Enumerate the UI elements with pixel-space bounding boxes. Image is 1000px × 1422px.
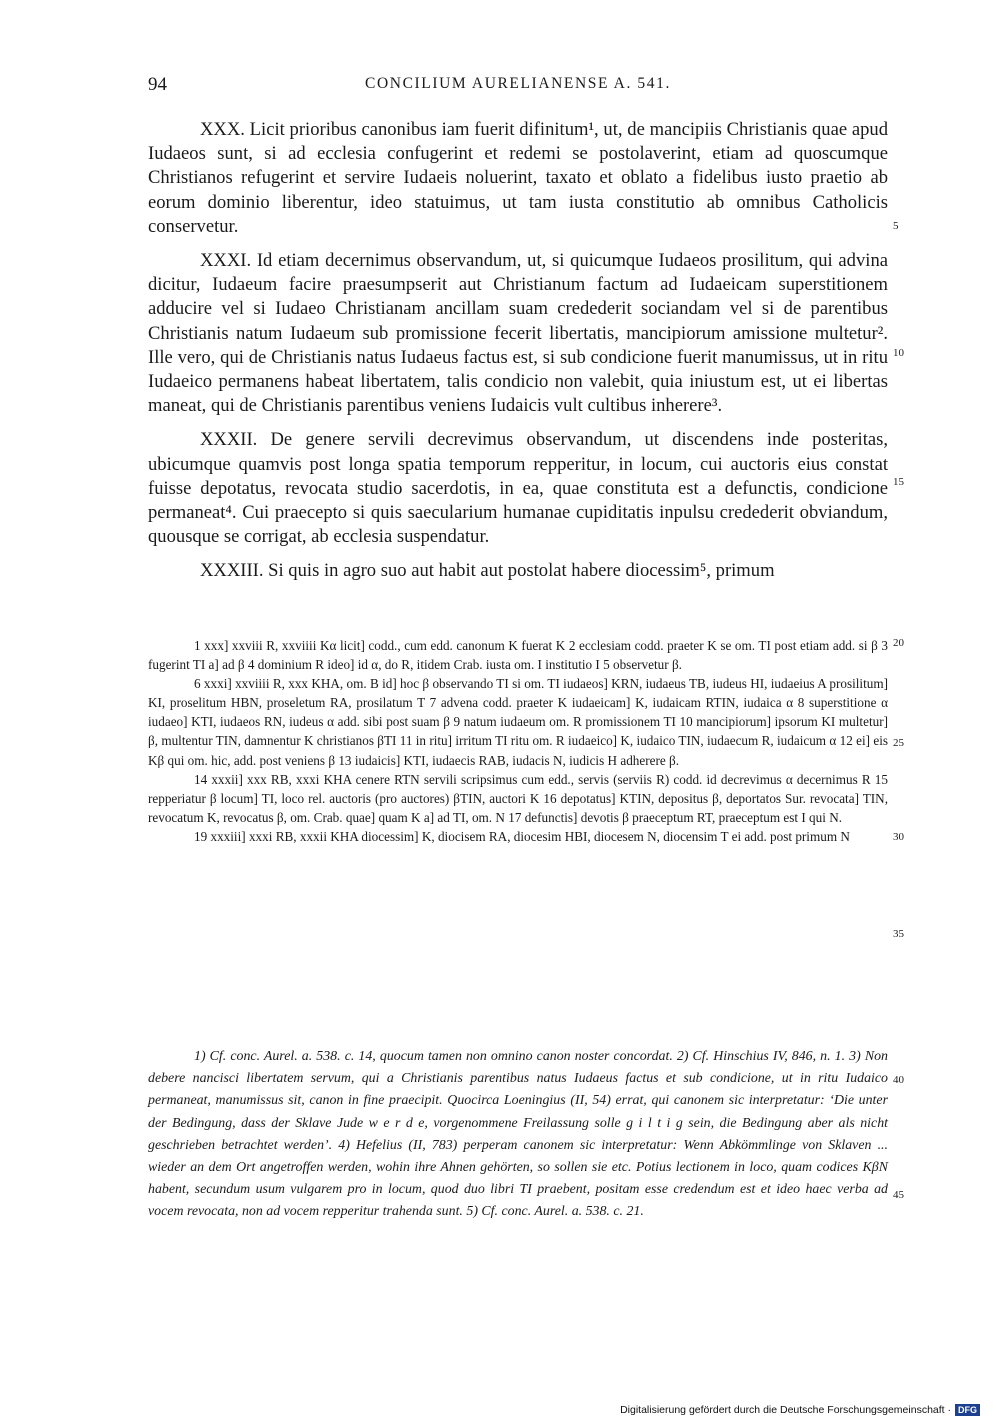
critical-apparatus xyxy=(148,636,888,846)
line-number: 25 xyxy=(893,737,904,749)
main-text xyxy=(148,118,888,594)
footnote-block: 1) Cf. conc. Aurel. a. 538. c. 14, quocum tamen non omnino canon noster concordat. 2) Cf. Hinschius IV, 846, n. 1. 3) Non debere nancisci libertatem servum, qui a Christianis parentibus natus Iudaeus factus et sub condicione, ut in ritu Iudaico permaneat, manumissus sit, canon in fine praecipit. Quocirca Loeningius (II, 54) errat, qui canonem sic interpretatur: ‘Die unter der Bedingung, dass der Sklave Jude w e r d e, vorgenommene Freilassung solle g i l t i g sein, die Bedingung aber als nicht geschrieben betrachtet werden’. 4) Hefelius (II, 783) perperam canonem sic interpretatur: Wenn Abkömmlinge von Sklaven ... wieder an dem Ort angetroffen werden, wohin ihre Ahnen gehörten, so sollen sie etc. Potius lectionem in loco, quam codices KβN habent, secundum usum vulgarem pro in locum, quod duo libri TI praebent, positam esse credendum est et ideo haec verba ad vocem revocata, non ad vocem repperitur trahenda sunt. 5) Cf. conc. Aurel. a. 538. c. 21. xyxy=(148,1049,888,1220)
dfg-logo: DFG xyxy=(955,1404,980,1416)
line-number: 45 xyxy=(893,1189,904,1201)
canon-xxxi-paragraph: XXXI. Id etiam decernimus observandum, ut, si quicumque Iudaeos prosilitum, qui advina dicitur, Iudaeum facire praesumpserit aut Christianum factum ad Iudaeicam superstitionem adducire vel si Iudaeo Christianam ancillam suam credederit sociandam vel si de parentibus Christianis natum Iudaeum sub promissione fecerit libertatis, mancipiorum amissione multetur². Ille vero, qui de Christianis natus Iudaeus factus est, si sub condicione fuerit manumissus, ut in ritu Iudaeico permanens habeat libertatem, talis condicio non valebit, quia iniustum est, ut ei libertas maneat, qui de Christianis parentibus veniens Iudaicis vult cultibus inherere³. xyxy=(148,250,888,417)
canon-xxxiii-paragraph: XXXIII. Si quis in agro suo aut habit aut postolat habere diocessim⁵, primum xyxy=(200,560,775,582)
canon-xxx-paragraph: XXX. Licit prioribus canonibus iam fuerit difinitum¹, ut, de mancipiis Christianis quae apud Iudaeos sunt, si ad ecclesia confugerint et redemi se postolaverint, etiam ad quoscumque Christianos refugerint et servire Iudaeis noluerint, taxato et oblato a fidelibus iusto praetio ab eorum dominio liberentur, ideo statuimus, ut tam iusta constitutio ab omnibus Catholicis conservetur. xyxy=(148,119,888,237)
line-number: 15 xyxy=(893,476,904,488)
line-number: 35 xyxy=(893,928,904,940)
footnotes xyxy=(148,1046,888,1224)
credit-text: Digitalisierung gefördert durch die Deutsche Forschungsgemeinschaft · xyxy=(620,1404,951,1416)
running-head: CONCILIUM AURELIANENSE A. 541. xyxy=(365,75,671,92)
canon-xxxii-paragraph: XXXII. De genere servili decrevimus observandum, ut discendens inde posteritas, ubicumque quamvis post longa spatia temporum repperitur, in locum, cui auctoris eius constat fuisse depotatus, revocata studio sacerdotis, in ea, quae constituta est a defunctis, condicione permaneat⁴. Cui praecepto si quis saecularium humanae cupiditatis inpulsu credederit obviandum, quousque se corrigat, ab ecclesia suspendatur. xyxy=(148,429,888,548)
line-number: 5 xyxy=(893,220,899,232)
line-number: 20 xyxy=(893,637,904,649)
line-number: 10 xyxy=(893,347,904,359)
line-number: 30 xyxy=(893,831,904,843)
page-header xyxy=(148,74,888,100)
apparatus-entry: 19 xxxiii] xxxi RB, xxxii KHA diocessim] K, diocisem RA, diocesim HBI, diocesem N, diocensim T ei add. post primum N xyxy=(194,828,850,844)
apparatus-entry: 6 xxxi] xxviiii R, xxx KHA, om. B id] hoc β observando TI si om. TI iudaeos] KRN, iudaeus TB, iudeus HI, iudaeius A prosilitum] KI, proselitum HBN, proseletum RA, prosilatum T 7 advena codd. praeter K iudaeicam] K, iudaicam RTIN, iudaica α 8 superstitione α iudaeo] KTI, iudaeos RN, iudeus α add. sibi post suam β 9 natum iudaeum om. R promissionem TI 10 mancipiorum] ipsorum KI multetur] β, multentur TIN, damnentur K christianos βTI 11 in ritu] irritum TI ritu om. R iudaeico] K, iudaico TIN, iudaecum R, iudaicum α 12 ei] eis Kβ qui om. hic, add. post veniens β 13 iudaicis] KTI, iudaecis RAB, iudacis N, iudicis H adherere β. xyxy=(148,676,888,768)
line-number: 40 xyxy=(893,1074,904,1086)
apparatus-entry: 1 xxx] xxviii R, xxviiii Kα licit] codd., cum edd. canonum K fuerat K 2 ecclesiam codd. praeter K se om. TI post etiam add. si β 3 fugerint TI a] ad β 4 dominium R ideo] id α, do R, itidem Crab. iusta om. I institutio I 5 observetur β. xyxy=(148,638,888,673)
apparatus-entry: 14 xxxii] xxx RB, xxxi KHA cenere RTN servili scripsimus cum edd., servis (serviis R) codd. id decrevimus α decernimus R 15 repperiatur β locum] TI, loco rel. auctoris (pro auctores) βTIN, auctori K 16 depotatus] KTIN, depositus β, deportatos Sur. revocata] TIN, revocatum K, revocatus β, om. Crab. quae] quam K a] ad TI, om. N 17 defunctis] devotis β praeceptum RT, praeceptum est I qui N. xyxy=(148,771,888,825)
digitization-credit xyxy=(620,1404,980,1416)
page-number: 94 xyxy=(148,74,167,95)
